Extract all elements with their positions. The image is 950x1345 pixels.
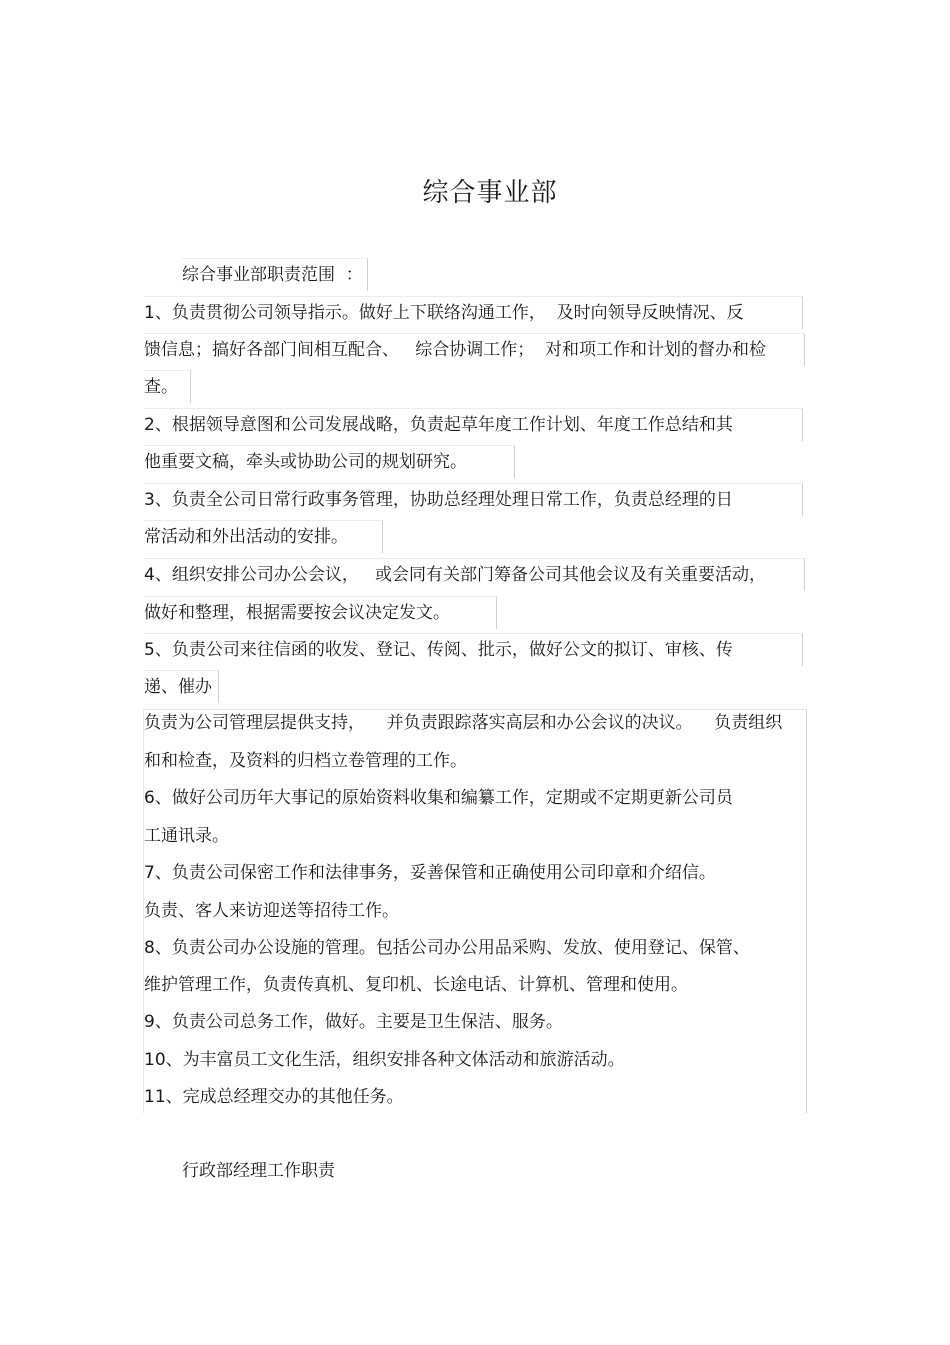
text-line: 6、做好公司历年大事记的原始资料收集和编纂工作，定期或不定期更新公司员	[144, 788, 733, 808]
text-line: 递、催办	[144, 670, 219, 703]
text-line: 4、组织安排公司办公会议， 或会同有关部门筹备公司其他会议及有关重要活动，	[144, 558, 805, 591]
text-line: 负责为公司管理层提供支持， 并负责跟踪落实高层和办公会议的决议。 负责组织	[144, 713, 783, 733]
text-line: 1、负责贯彻公司领导指示。做好上下联络沟通工作， 及时向领导反映情况、反	[144, 296, 803, 329]
text-line: 9、负责公司总务工作，做好。主要是卫生保洁、服务。	[144, 1012, 563, 1032]
text-line: 3、负责全公司日常行政事务管理，协助总经理处理日常工作，负责总经理的日	[144, 483, 803, 516]
text-line: 10、为丰富员工文化生活，组织安排各种文体活动和旅游活动。	[144, 1050, 625, 1070]
section-heading: 行政部经理工作职责	[182, 1161, 335, 1181]
text-line: 2、根据领导意图和公司发展战略，负责起草年度工作计划、年度工作总结和其	[144, 408, 803, 441]
text-line: 8、负责公司办公设施的管理。包括公司办公用品采购、发放、使用登记、保管、	[144, 938, 750, 958]
text-line: 负责、客人来访迎送等招待工作。	[144, 901, 399, 921]
text-line: 工通讯录。	[144, 826, 229, 846]
text-line: 7、负责公司保密工作和法律事务，妥善保管和正确使用公司印章和介绍信。	[144, 863, 716, 883]
text-line: 11、完成总经理交办的其他任务。	[144, 1087, 404, 1107]
text-line: 查。	[144, 370, 191, 403]
text-line: 馈信息；搞好各部门间相互配合、 综合协调工作； 对和项工作和计划的督办和检	[144, 333, 805, 366]
text-line: 他重要文稿，牵头或协助公司的规划研究。	[144, 445, 515, 478]
text-line: 做好和整理，根据需要按会议决定发文。	[144, 596, 497, 629]
text-line: 常活动和外出活动的安排。	[144, 520, 383, 553]
text-line: 维护管理工作，负责传真机、复印机、长途电话、计算机、管理和使用。	[144, 975, 688, 995]
text-line: 和和检查，及资料的归档立卷管理的工作。	[144, 751, 467, 771]
intro-heading: 综合事业部职责范围 ：	[182, 258, 368, 291]
text-line: 5、负责公司来往信函的收发、登记、传阅、批示，做好公文的拟订、审核、传	[144, 633, 803, 666]
document-title: 综合事业部	[422, 178, 558, 208]
